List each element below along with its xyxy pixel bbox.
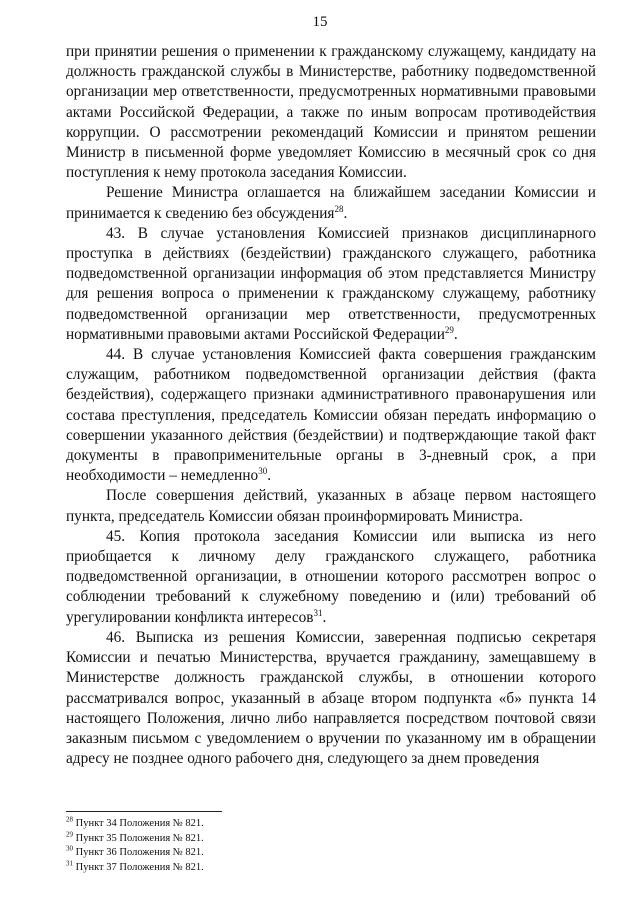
paragraph-minister-decision: Решение Министра оглашается на ближайшем заседании Комиссии и принимается к сведению без обсуждения$^{28}$. — [66, 184, 596, 222]
footnote-31: $^{31}$ Пункт 37 Положения № 821. — [66, 859, 204, 873]
body-text — [66, 42, 596, 769]
paragraph-44: 44. В случае установления Комиссией факта совершения гражданским служащим, работником подведомственной организации действия (факта бездействия), содержащего признаки административного правонарушения или состава преступления, председатель Комиссии обязан передать информацию о совершении указанного действия (бездействии) и подтверждающие такой факт документы в правоприменительные органы в 3-дневный срок, а при необходимости – немедленно$^{30}$. — [66, 346, 596, 485]
footnote-28: $^{28}$ Пункт 34 Положения № 821. — [66, 815, 204, 829]
footnote-ref-29: 29 — [444, 324, 454, 335]
footnote-30: $^{30}$ Пункт 36 Положения № 821. — [66, 844, 204, 858]
footnote-ref-30: 30 — [258, 466, 268, 477]
paragraph-44-second: После совершения действий, указанных в абзаце первом настоящего пункта, председатель Комиссии обязан проинформировать Министра. — [66, 487, 596, 525]
paragraph-45: 45. Копия протокола заседания Комиссии или выписка из него приобщается к личному делу гражданского служащего, работника подведомственной организации, в отношении которого рассмотрен вопрос о соблюдении требований к служебному поведению и (или) требований об урегулировании конфликта интересов$^{31}$. — [66, 527, 596, 626]
page-number: 15 — [312, 14, 328, 30]
paragraph-43: 43. В случае установления Комиссией признаков дисциплинарного проступка в действиях (бездействии) гражданского служащего, работника подведомственной организации информация об этом представляется Министру для решения вопроса о применении к гражданскому служащему, работнику подведомственной организации мер ответственности, предусмотренных нормативными правовыми актами Российской Федерации$^{29}$. — [66, 224, 596, 343]
footnote-ref-28: 28 — [334, 203, 344, 214]
paragraph-continuation: при принятии решения о применении к гражданскому служащему, кандидату на должность гражданской службы в Министерстве, работнику подведомственной организации мер ответственности, предусмотренных нормативными правовыми актами Российской Федерации, а также по иным вопросам противодействия коррупции. О рассмотрении рекомендаций Комиссии и принятом решении Министр в письменной форме уведомляет Комиссию в месячный срок со дня поступления к нему протокола заседания Комиссии. — [66, 43, 596, 182]
footnote-29: $^{29}$ Пункт 35 Положения № 821. — [66, 830, 204, 844]
footnote-separator — [66, 811, 222, 812]
footnotes — [66, 817, 586, 875]
footnote-ref-31: 31 — [313, 607, 323, 618]
paragraph-46: 46. Выписка из решения Комиссии, заверенная подписью секретаря Комиссии и печатью Министерства, вручается гражданину, замещавшему в Министерстве должность гражданской службы, в отношении которого рассматривался вопрос, указанный в абзаце втором подпункта «б» пункта 14 настоящего Положения, лично либо направляется посредством почтовой связи заказным письмом с уведомлением о вручении по указанному им в обращении адресу не позднее одного рабочего дня, следующего за днем проведения — [66, 628, 596, 768]
